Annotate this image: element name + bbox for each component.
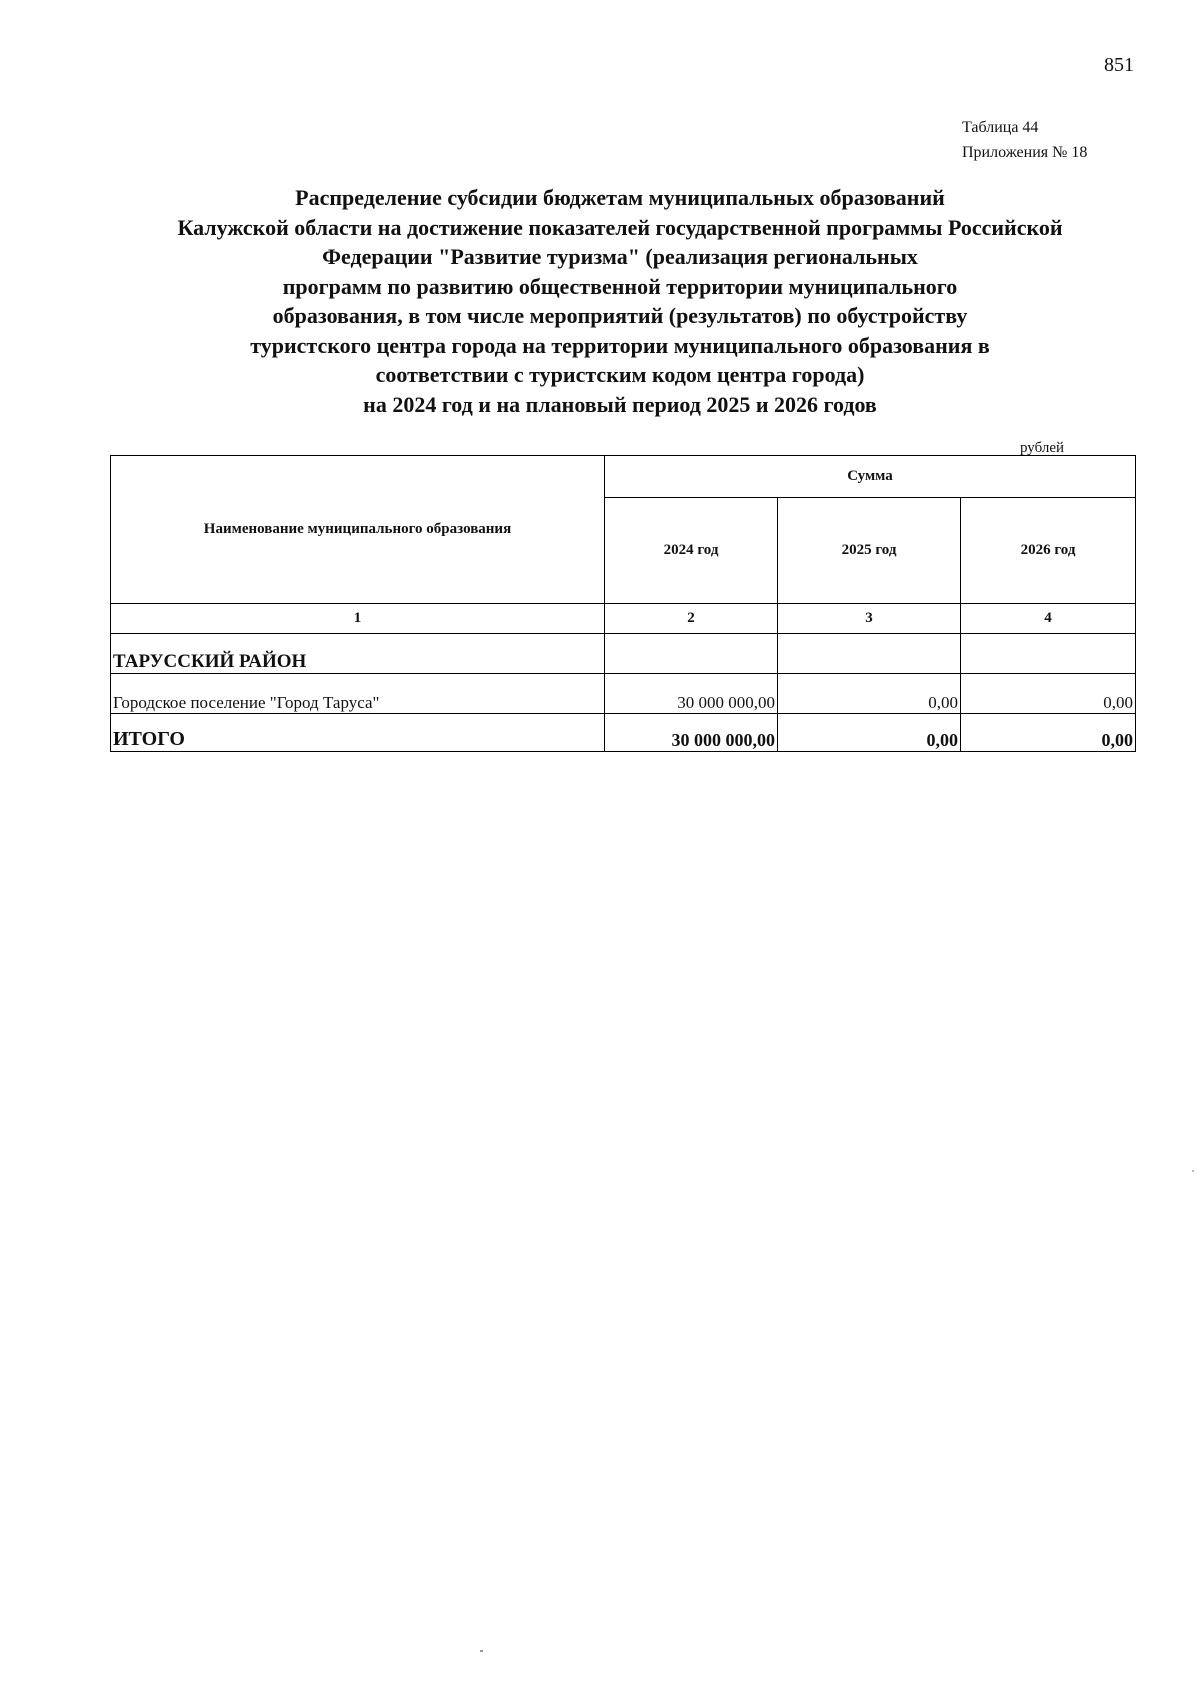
units-label: рублей <box>1020 440 1065 456</box>
page-number: 851 <box>1104 54 1134 76</box>
subsidy-table <box>110 455 1136 752</box>
empty-cell <box>778 634 961 674</box>
total-2026: 0,00 <box>961 714 1136 752</box>
table-number: Таблица 44 <box>962 119 1039 136</box>
total-row <box>111 714 1136 752</box>
header-year-2026: 2026 год <box>961 498 1136 604</box>
title-line: программ по развитию общественной территории муниципального <box>282 273 958 299</box>
total-2024: 30 000 000,00 <box>605 714 778 752</box>
header-year-2025: 2025 год <box>778 498 961 604</box>
title-line: образования, в том числе мероприятий (результатов) по обустройству <box>272 303 968 328</box>
value-2025: 0,00 <box>778 674 961 714</box>
header-municipality: Наименование муниципального образования <box>111 456 605 604</box>
column-number: 1 <box>111 604 605 634</box>
document-title <box>120 183 1120 419</box>
column-number-row <box>111 604 1136 634</box>
header-year-2024: 2024 год <box>605 498 778 604</box>
table-reference <box>962 115 1087 165</box>
value-2024: 30 000 000,00 <box>605 674 778 714</box>
title-line: Распределение субсидии бюджетам муниципальных образований <box>295 185 945 210</box>
municipality-name: Городское поселение "Город Таруса" <box>111 674 605 714</box>
title-line: на 2024 год и на плановый период 2025 и 2026 годов <box>363 391 877 417</box>
scan-mark <box>1192 1170 1194 1172</box>
header-sum: Сумма <box>605 456 1136 498</box>
title-line: соответствии с туристским кодом центра города) <box>375 362 865 387</box>
value-2026: 0,00 <box>961 674 1136 714</box>
title-line: туристского центра города на территории муниципального образования в <box>250 332 990 358</box>
appendix-number: Приложения № 18 <box>962 144 1088 161</box>
empty-cell <box>961 634 1136 674</box>
column-number: 2 <box>605 604 778 634</box>
district-row <box>111 634 1136 674</box>
column-number: 4 <box>961 604 1136 634</box>
title-line: Калужской области на достижение показателей государственной программы Российской <box>177 214 1063 240</box>
scan-mark <box>480 1650 483 1652</box>
column-number: 3 <box>778 604 961 634</box>
title-line: Федерации "Развитие туризма" (реализация региональных <box>322 244 918 269</box>
total-2025: 0,00 <box>778 714 961 752</box>
empty-cell <box>605 634 778 674</box>
total-label: ИТОГО <box>111 714 605 752</box>
district-name: ТАРУССКИЙ РАЙОН <box>111 634 605 674</box>
table-row <box>111 674 1136 714</box>
